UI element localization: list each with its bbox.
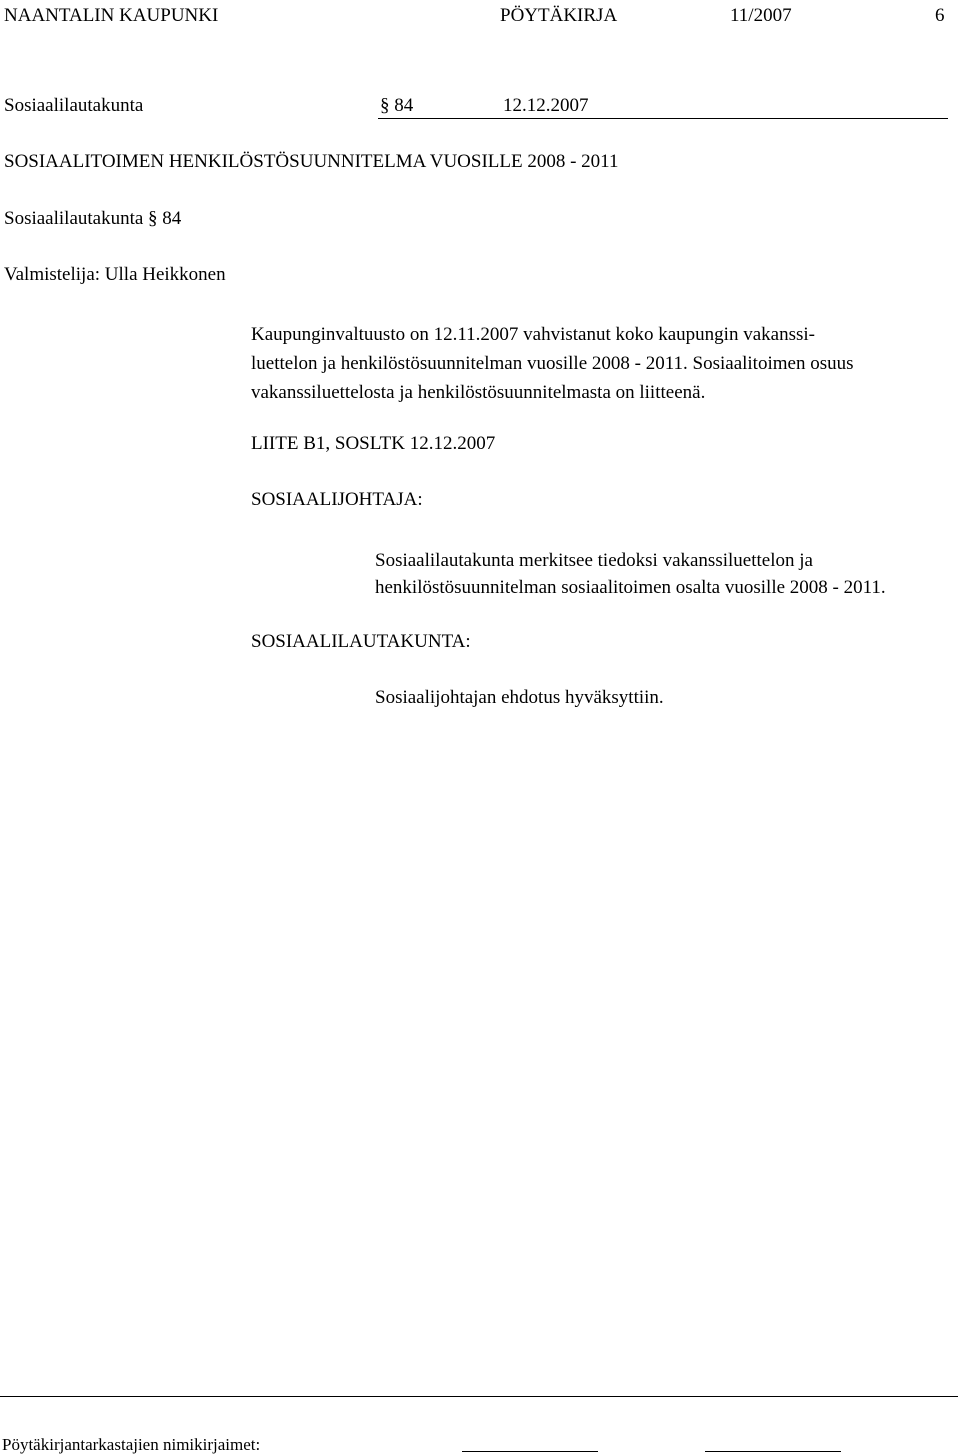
item-preparer: Valmistelija: Ulla Heikkonen — [4, 264, 226, 285]
decision-text: Sosiaalijohtajan ehdotus hyväksyttiin. — [375, 687, 664, 708]
proposal-line: henkilöstösuunnitelman sosiaalitoimen osalta vuosille 2008 - 2011. — [375, 577, 886, 598]
signature-line-2 — [705, 1451, 841, 1452]
item-reference: Sosiaalilautakunta § 84 — [4, 208, 182, 229]
signature-label: Pöytäkirjantarkastajien nimikirjaimet: — [2, 1435, 261, 1454]
proposal-line: Sosiaalilautakunta merkitsee tiedoksi vakanssiluettelon ja — [375, 550, 813, 571]
committee-label: SOSIAALILAUTAKUNTA: — [251, 631, 471, 652]
document-type: PÖYTÄKIRJA — [500, 5, 618, 26]
committee-name: Sosiaalilautakunta — [4, 95, 144, 116]
section-number: § 84 — [380, 95, 414, 116]
director-proposal — [375, 547, 886, 601]
header-divider — [378, 118, 948, 119]
item-body — [251, 320, 951, 407]
organization-name: NAANTALIN KAUPUNKI — [4, 5, 219, 26]
page-number: 6 — [935, 5, 945, 26]
item-title: SOSIAALITOIMEN HENKILÖSTÖSUUNNITELMA VUOSILLE 2008 - 2011 — [4, 151, 619, 172]
body-line: Kaupunginvaltuusto on 12.11.2007 vahvistanut koko kaupungin vakanssi- — [251, 324, 815, 345]
attachment-reference: LIITE B1, SOSLTK 12.12.2007 — [251, 433, 496, 454]
body-line: luettelon ja henkilöstösuunnitelman vuosille 2008 - 2011. Sosiaalitoimen osuus — [251, 353, 854, 374]
meeting-date: 12.12.2007 — [503, 95, 589, 116]
document-number: 11/2007 — [730, 5, 792, 26]
signature-line-1 — [462, 1451, 598, 1452]
footer-divider — [0, 1396, 958, 1397]
body-line: vakanssiluettelosta ja henkilöstösuunnitelmasta on liitteenä. — [251, 382, 706, 403]
director-label: SOSIAALIJOHTAJA: — [251, 489, 423, 510]
